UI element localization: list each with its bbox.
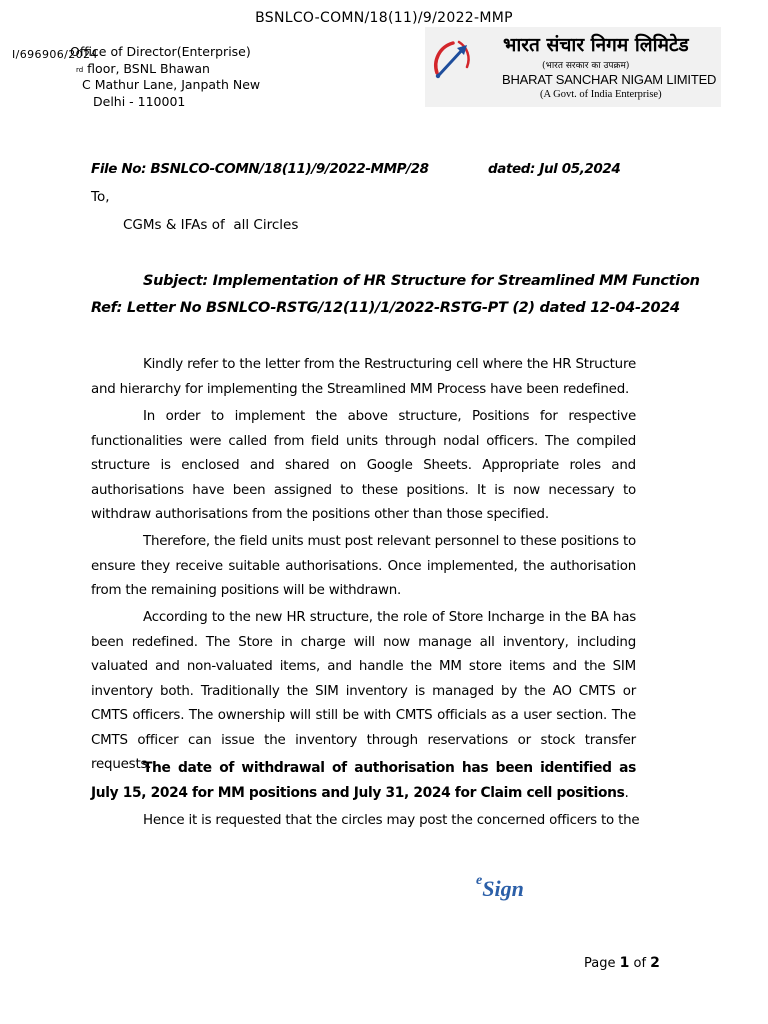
logo-hindi-name: भारत संचार निगम लिमिटेड bbox=[503, 34, 689, 56]
subject-line: Subject: Implementation of HR Structure for Streamlined MM Function bbox=[143, 273, 700, 289]
paragraph-3-text: Therefore, the field units must post relevant personnel to these positions to ensure they receive suitable authorisations. Once implemented, the authorisation from the remaining positions will be withdrawn. bbox=[91, 534, 636, 598]
paragraph-5-withdrawal-dates bbox=[91, 756, 636, 805]
address-line-1: Office of Director(Enterprise) bbox=[70, 44, 251, 59]
logo-english-name: BHARAT SANCHAR NIGAM LIMITED bbox=[502, 72, 717, 87]
address-line-2 bbox=[70, 61, 260, 78]
bsnl-logo bbox=[425, 27, 721, 107]
paragraph-2 bbox=[91, 405, 636, 528]
logo-english-subtitle: (A Govt. of India Enterprise) bbox=[540, 89, 662, 100]
bsnl-emblem-icon bbox=[429, 35, 475, 81]
file-number: File No: BSNLCO-COMN/18(11)/9/2022-MMP/28 bbox=[91, 161, 429, 177]
paragraph-3 bbox=[91, 530, 636, 604]
logo-hindi-subtitle: (भारत सरकार का उपक्रम) bbox=[542, 61, 630, 71]
paragraph-5-period: . bbox=[624, 784, 629, 801]
paragraph-2-text: In order to implement the above structure, Positions for respective functionalities were called from field units through nodal officers. The compiled structure is enclosed and shared on Google Sheets. Appropriate roles and authorisations have been assigned to these positions. It is now necessary to withdraw authorisations from the positions other than those specified. bbox=[91, 409, 636, 522]
letter-date: dated: Jul 05,2024 bbox=[488, 161, 621, 177]
salutation-to: To, bbox=[91, 189, 110, 205]
paragraph-1-text: Kindly refer to the letter from the Restructuring cell where the HR Structure and hierarchy for implementing the Streamlined MM Process have been redefined. bbox=[91, 357, 636, 397]
esign-stamp bbox=[476, 872, 524, 902]
page-of: of bbox=[629, 956, 651, 971]
paragraph-6 bbox=[91, 809, 640, 834]
paragraph-4-text: According to the new HR structure, the role of Store Incharge in the BA has been redefined. The Store in charge will now manage all inventory, including valuated and non-valuated items, and handle the MM store items and the SIM inventory both. Traditionally the SIM inventory is managed by the AO CMTS or CMTS officers. The ownership will still be with CMTS officials as a user section. The CMTS officer can issue the inventory through reservations or stock transfer requests. bbox=[91, 610, 636, 772]
paragraph-5-text: The date of withdrawal of authorisation has been identified as July 15, 2024 for MM positions and July 31, 2024 for Claim cell positions bbox=[91, 760, 636, 801]
recipients: CGMs & IFAs of all Circles bbox=[123, 217, 299, 233]
paragraph-6-text: Hence it is requested that the circles may post the concerned officers to the bbox=[143, 813, 640, 828]
esign-text: Sign bbox=[482, 876, 524, 901]
file-reference-header: BSNLCO-COMN/18(11)/9/2022-MMP bbox=[255, 10, 513, 26]
document-id: I/696906/2024 bbox=[12, 48, 98, 61]
paragraph-4 bbox=[91, 606, 636, 778]
paragraph-1 bbox=[91, 353, 636, 402]
sender-address bbox=[70, 44, 260, 110]
page-current: 1 bbox=[619, 955, 630, 971]
address-line-3: C Mathur Lane, Janpath New bbox=[82, 77, 261, 92]
ordinal-superscript: rd bbox=[76, 65, 84, 74]
reference-line: Ref: Letter No BSNLCO-RSTG/12(11)/1/2022-RSTG-PT (2) dated 12-04-2024 bbox=[91, 300, 680, 316]
page-total: 2 bbox=[650, 955, 660, 971]
esign-superscript: e bbox=[476, 872, 483, 888]
address-line-4: Delhi - 110001 bbox=[93, 93, 186, 109]
page-number bbox=[584, 955, 660, 971]
address-line-2-text: floor, BSNL Bhawan bbox=[83, 60, 210, 76]
page-prefix: Page bbox=[584, 956, 620, 971]
